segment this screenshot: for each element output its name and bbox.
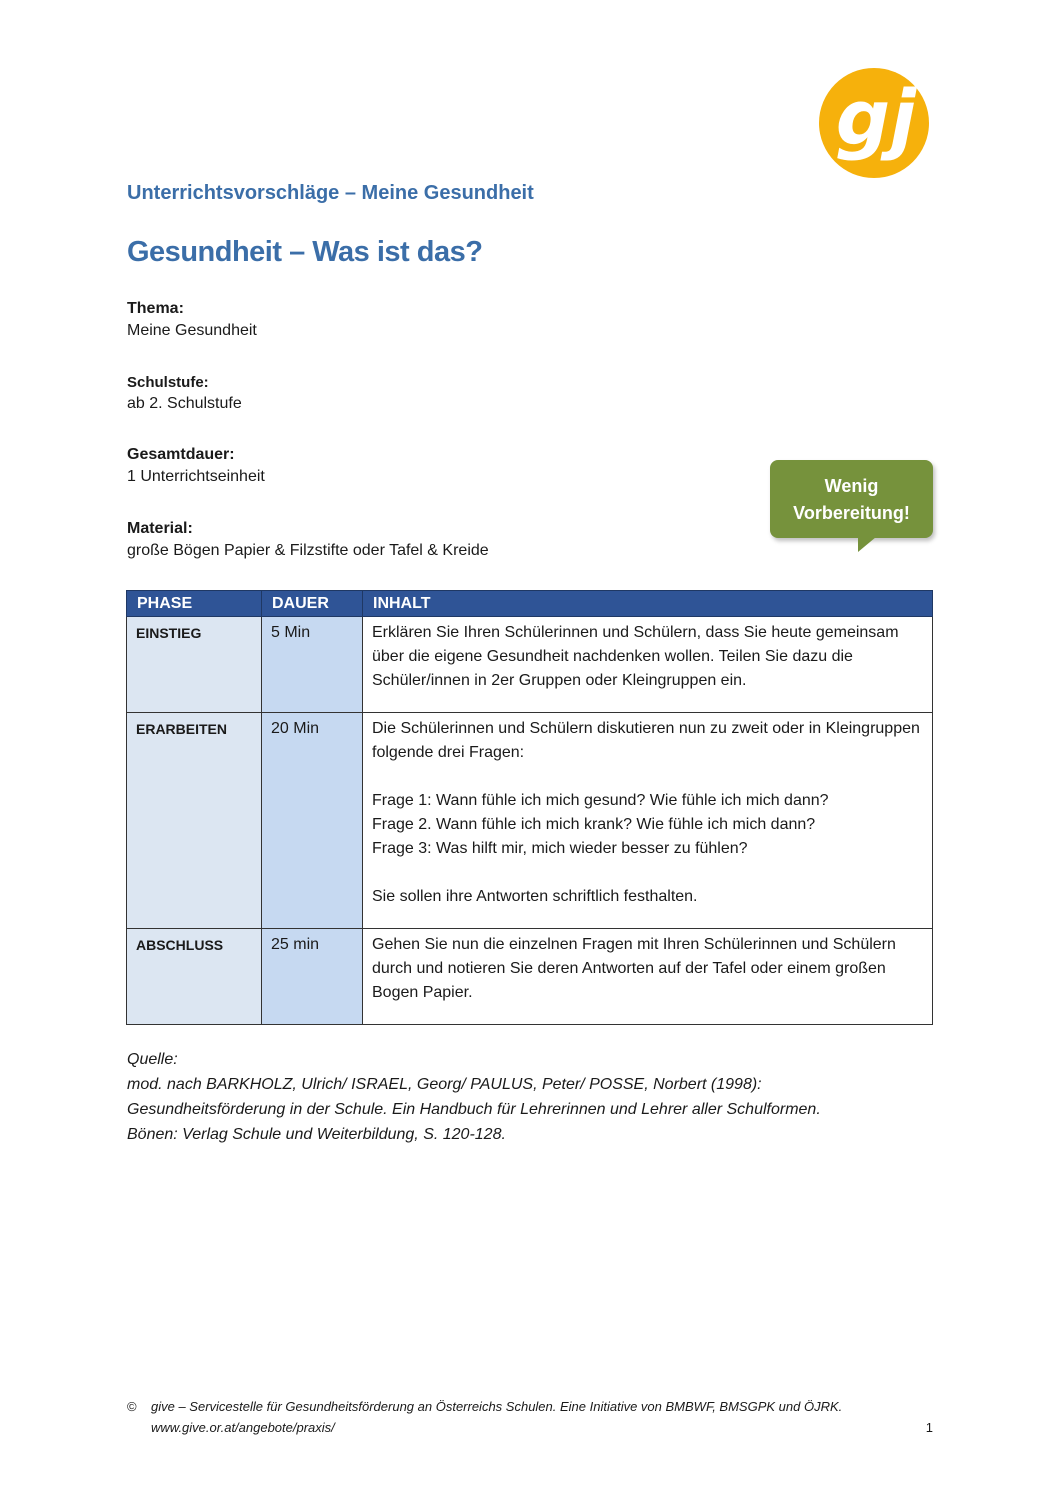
header-dauer: DAUER bbox=[262, 591, 363, 617]
source-line-1: mod. nach BARKHOLZ, Ulrich/ ISRAEL, Georg/ PAULUS, Peter/ POSSE, Norbert (1998): bbox=[127, 1076, 762, 1093]
source-line-2: Gesundheitsförderung in der Schule. Ein Handbuch für Lehrerinnen und Lehrer aller Schulformen. bbox=[127, 1101, 821, 1118]
table-row bbox=[127, 617, 933, 713]
inhalt-cell bbox=[363, 929, 933, 1025]
schulstufe-label: Schulstufe: bbox=[127, 374, 209, 391]
inhalt-paragraph: Gehen Sie nun die einzelnen Fragen mit Ihren Schülerinnen und Schülern durch und notieren Sie deren Antworten auf der Tafel oder einem großen Bogen Papier. bbox=[372, 936, 896, 1001]
copyright-symbol: © bbox=[127, 1399, 137, 1414]
source-citation bbox=[127, 1047, 821, 1147]
table-row bbox=[127, 929, 933, 1025]
page-title: Gesundheit – Was ist das? bbox=[127, 236, 483, 268]
inhalt-paragraph: Die Schülerinnen und Schülern diskutieren nun zu zweit oder in Kleingruppen folgende drei Fragen: bbox=[372, 720, 920, 761]
preparation-badge bbox=[770, 460, 933, 538]
gesamtdauer-value: 1 Unterrichtseinheit bbox=[127, 468, 265, 485]
dauer-cell: 20 Min bbox=[262, 713, 363, 929]
footer-organization: give – Servicestelle für Gesundheitsförderung an Österreichs Schulen. Eine Initiative von BMBWF, BMSGPK und ÖJRK. bbox=[151, 1399, 843, 1414]
give-logo bbox=[819, 68, 929, 178]
inhalt-paragraph: Sie sollen ihre Antworten schriftlich festhalten. bbox=[372, 888, 698, 905]
dauer-cell: 5 Min bbox=[262, 617, 363, 713]
badge-line-2: Vorbereitung! bbox=[793, 503, 910, 523]
footer-url[interactable]: www.give.or.at/angebote/praxis/ bbox=[151, 1420, 335, 1435]
phase-cell: ERARBEITEN bbox=[127, 713, 262, 929]
series-title: Unterrichtsvorschläge – Meine Gesundheit bbox=[127, 182, 534, 204]
meta-gesamtdauer bbox=[127, 446, 265, 486]
gesamtdauer-label: Gesamtdauer: bbox=[127, 446, 235, 463]
source-line-3: Bönen: Verlag Schule und Weiterbildung, S. 120-128. bbox=[127, 1126, 506, 1143]
inhalt-paragraph: Erklären Sie Ihren Schülerinnen und Schülern, dass Sie heute gemeinsam über die eigene Gesundheit nachdenken wollen. Teilen Sie dazu die Schüler/innen in 2er Gruppen oder Kleingruppen ein. bbox=[372, 624, 899, 689]
meta-thema bbox=[127, 300, 257, 340]
inhalt-questions: Frage 1: Wann fühle ich mich gesund? Wie fühle ich mich dann? Frage 2. Wann fühle ich mich krank? Wie fühle ich mich dann? Frage 3: Was hilft mir, mich wieder besser zu fühlen? bbox=[372, 792, 829, 857]
page-number: 1 bbox=[925, 1420, 933, 1435]
lesson-plan-table bbox=[126, 590, 933, 1025]
source-label: Quelle: bbox=[127, 1051, 178, 1068]
phase-cell: EINSTIEG bbox=[127, 617, 262, 713]
logo-letter: gj bbox=[835, 73, 917, 162]
schulstufe-value: ab 2. Schulstufe bbox=[127, 395, 242, 412]
meta-schulstufe bbox=[127, 374, 242, 413]
thema-value: Meine Gesundheit bbox=[127, 322, 257, 339]
header-phase: PHASE bbox=[127, 591, 262, 617]
table-row bbox=[127, 713, 933, 929]
page-footer bbox=[127, 1396, 933, 1438]
table-header-row bbox=[127, 591, 933, 617]
material-value: große Bögen Papier & Filzstifte oder Tafel & Kreide bbox=[127, 542, 489, 559]
phase-cell: ABSCHLUSS bbox=[127, 929, 262, 1025]
inhalt-cell bbox=[363, 617, 933, 713]
dauer-cell: 25 min bbox=[262, 929, 363, 1025]
badge-line-1: Wenig bbox=[824, 476, 879, 496]
material-label: Material: bbox=[127, 520, 193, 537]
inhalt-cell bbox=[363, 713, 933, 929]
header-inhalt: INHALT bbox=[363, 591, 933, 617]
meta-material bbox=[127, 520, 489, 560]
thema-label: Thema: bbox=[127, 300, 184, 317]
